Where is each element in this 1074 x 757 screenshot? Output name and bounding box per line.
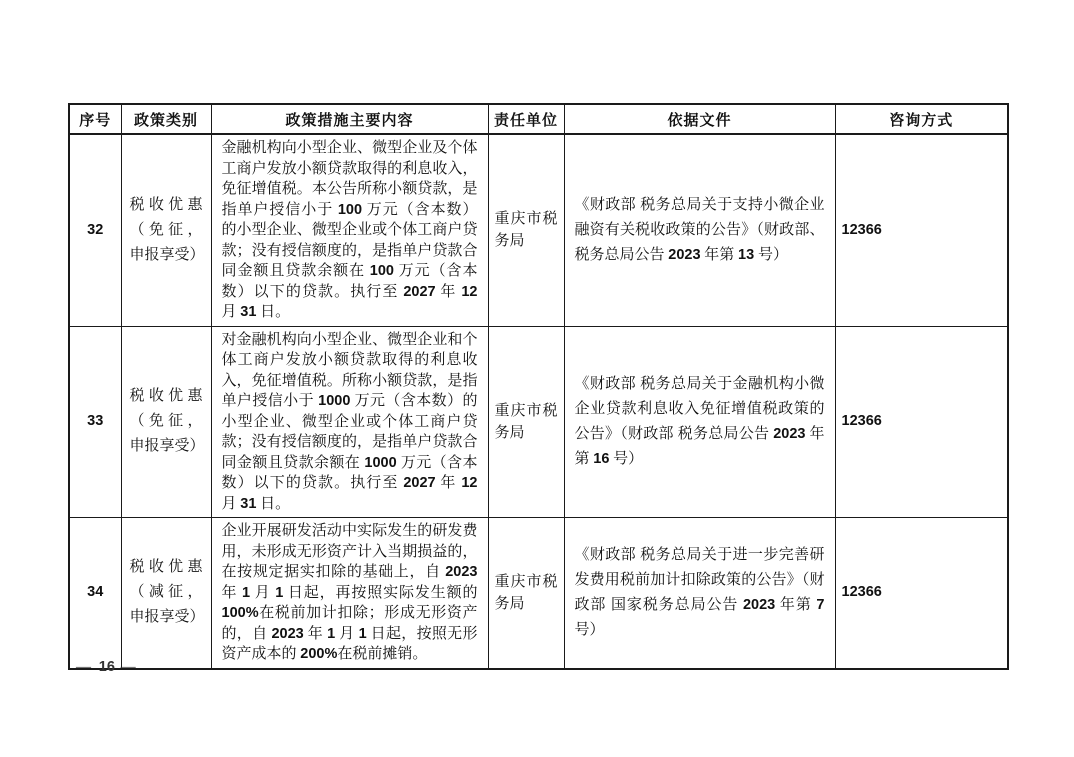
table-row bbox=[69, 518, 1008, 669]
serial-number: 32 bbox=[69, 134, 121, 326]
table-row bbox=[69, 326, 1008, 518]
table-header-row bbox=[69, 104, 1008, 134]
responsible-unit: 重庆市税务局 bbox=[488, 326, 564, 518]
policy-content: 金融机构向小型企业、微型企业及个体工商户发放小额贷款取得的利息收入，免征增值税。本公告所称小额贷款，是指单户授信小于 100 万元（含本数）的小型企业、微型企业或个体工商户贷款；没有授信额度的，是指单户贷款合同金额且贷款余额在 100 万元（含本数）以下的贷款。执行至 2027 年 12 月 31 日。 bbox=[211, 134, 488, 326]
page-number: — 16 — bbox=[76, 659, 138, 675]
header-policy-content: 政策措施主要内容 bbox=[211, 104, 488, 134]
basis-document: 《财政部 税务总局关于金融机构小微企业贷款利息收入免征增值税政策的公告》（财政部 税务总局公告 2023 年第 16 号） bbox=[564, 326, 835, 518]
responsible-unit: 重庆市税务局 bbox=[488, 134, 564, 326]
serial-number: 33 bbox=[69, 326, 121, 518]
policy-category: 税收优惠（免征，申报享受） bbox=[121, 326, 211, 518]
header-basis-document: 依据文件 bbox=[564, 104, 835, 134]
contact-method: 12366 bbox=[835, 326, 1008, 518]
policy-category: 税收优惠（免征，申报享受） bbox=[121, 134, 211, 326]
contact-method: 12366 bbox=[835, 134, 1008, 326]
basis-document: 《财政部 税务总局关于支持小微企业融资有关税收政策的公告》（财政部、税务总局公告 2023 年第 13 号） bbox=[564, 134, 835, 326]
header-contact-method: 咨询方式 bbox=[835, 104, 1008, 134]
serial-number: 34 bbox=[69, 518, 121, 669]
header-policy-category: 政策类别 bbox=[121, 104, 211, 134]
header-serial-number: 序号 bbox=[69, 104, 121, 134]
contact-method: 12366 bbox=[835, 518, 1008, 669]
table-row bbox=[69, 134, 1008, 326]
responsible-unit: 重庆市税务局 bbox=[488, 518, 564, 669]
header-responsible-unit: 责任单位 bbox=[488, 104, 564, 134]
policy-table bbox=[68, 103, 1009, 670]
basis-document: 《财政部 税务总局关于进一步完善研发费用税前加计扣除政策的公告》（财政部 国家税务总局公告 2023 年第 7 号） bbox=[564, 518, 835, 669]
policy-content: 对金融机构向小型企业、微型企业和个体工商户发放小额贷款取得的利息收入，免征增值税。所称小额贷款，是指单户授信小于 1000 万元（含本数）的小型企业、微型企业或个体工商户贷款；没有授信额度的，是指单户贷款合同金额且贷款余额在 1000 万元（含本数）以下的贷款。执行至 2027 年 12 月 31 日。 bbox=[211, 326, 488, 518]
policy-content: 企业开展研发活动中实际发生的研发费用，未形成无形资产计入当期损益的，在按规定据实扣除的基础上，自 2023 年 1 月 1 日起，再按照实际发生额的 100%在税前加计扣除；形成无形资产的，自 2023 年 1 月 1 日起，按照无形资产成本的 200%在税前摊销。 bbox=[211, 518, 488, 669]
policy-category: 税收优惠（减征，申报享受） bbox=[121, 518, 211, 669]
